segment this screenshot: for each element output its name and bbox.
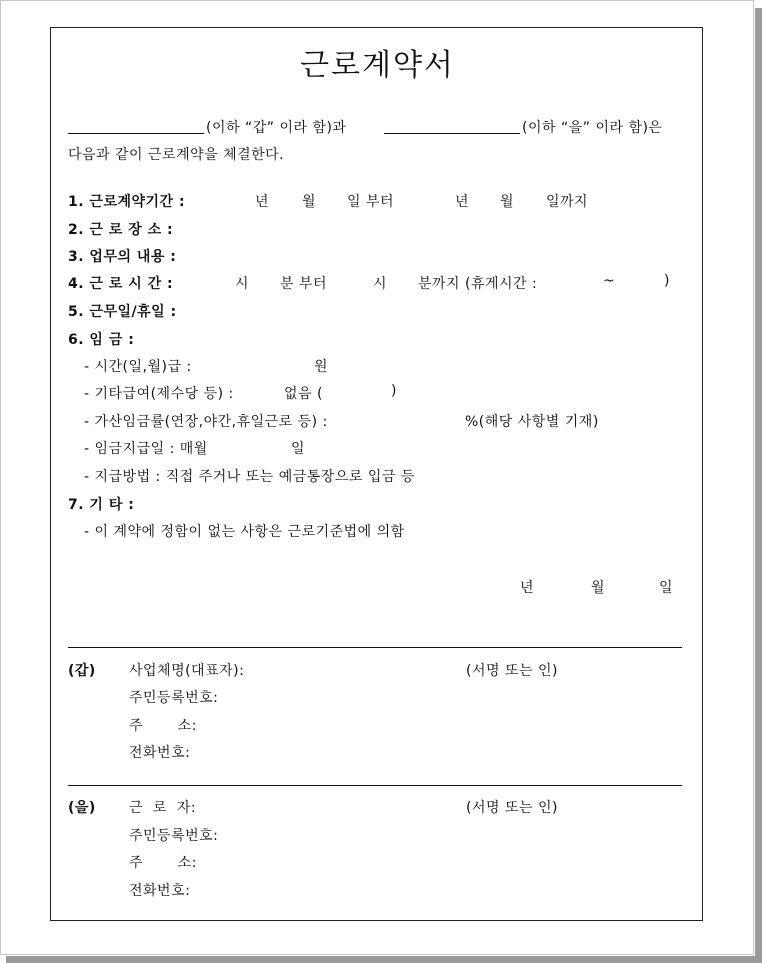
- wage-payday-unit: 일: [291, 441, 306, 457]
- hours-end-minute: 분까지 (휴게시간 :: [418, 276, 538, 292]
- employee-name-label: 근 로 자:: [129, 800, 197, 816]
- duties-label: 3. 업무의 내용 :: [68, 249, 177, 265]
- period-to-day: 일까지: [546, 194, 589, 210]
- wage-other-none: 없음 (: [284, 386, 323, 402]
- wage-label: 6. 임 금 :: [68, 332, 135, 348]
- employer-sign: (서명 또는 인): [466, 663, 558, 679]
- employee-addr-label: 주 소:: [129, 855, 197, 871]
- hours-end-hour: 시: [373, 276, 388, 292]
- employee-tag: (을): [68, 800, 96, 816]
- wage-premium-note: %(해당 사항별 기재): [465, 414, 599, 430]
- wage-hourly: - 시간(일,월)급 :: [84, 359, 192, 375]
- workdays-label: 5. 근무일/휴일 :: [68, 304, 177, 320]
- wage-premium: - 가산임금률(연장,야간,휴일근로 등) :: [84, 414, 328, 430]
- period-to-month: 월: [500, 194, 515, 210]
- wage-method: - 지급방법 : 직접 주거나 또는 예금통장으로 입금 등: [84, 469, 415, 485]
- employee-phone-label: 전화번호:: [129, 883, 191, 899]
- wage-other: - 기타급여(제수당 등) :: [84, 386, 234, 402]
- date-year: 년: [520, 580, 535, 596]
- period-from-day: 일 부터: [347, 194, 395, 210]
- employer-tag: (갑): [68, 663, 96, 679]
- hours-start-minute: 분 부터: [280, 276, 328, 292]
- workplace-label: 2. 근 로 장 소 :: [68, 222, 174, 238]
- etc-line: - 이 계약에 정함이 없는 사항은 근로기준법에 의함: [84, 524, 405, 540]
- party-a-blank: [68, 133, 204, 134]
- party-b-suffix: (이하 “을” 이라 함)은: [522, 120, 663, 136]
- employee-id-label: 주민등록번호:: [129, 828, 219, 844]
- intro-line-2: 다음과 같이 근로계약을 체결한다.: [68, 147, 285, 163]
- hours-label: 4. 근 로 시 간 :: [68, 276, 174, 292]
- employee-sign: (서명 또는 인): [466, 800, 558, 816]
- party-a-suffix: (이하 “갑” 이라 함)과: [206, 120, 347, 136]
- employer-phone-label: 전화번호:: [129, 745, 191, 761]
- page-shadow-right: [755, 8, 762, 963]
- period-label: 1. 근로계약기간 :: [68, 194, 186, 210]
- etc-label: 7. 기 타 :: [68, 497, 135, 513]
- hours-start-hour: 시: [235, 276, 250, 292]
- party-b-blank: [384, 133, 520, 134]
- wage-hourly-unit: 원: [314, 359, 329, 375]
- wage-other-close: ): [391, 383, 397, 399]
- period-from-year: 년: [255, 194, 270, 210]
- employer-addr-label: 주 소:: [129, 718, 197, 734]
- employee-divider: [68, 785, 682, 786]
- employer-name-label: 사업체명(대표자):: [129, 663, 245, 679]
- wage-payday: - 임금지급일 : 매월: [84, 441, 208, 457]
- date-day: 일: [659, 580, 674, 596]
- period-to-year: 년: [455, 194, 470, 210]
- break-tilde: ~: [603, 273, 616, 289]
- employer-id-label: 주민등록번호:: [129, 690, 219, 706]
- document-title: 근로계약서: [300, 48, 455, 83]
- break-close: ): [664, 273, 670, 289]
- period-from-month: 월: [302, 194, 317, 210]
- employer-divider: [68, 647, 682, 648]
- date-month: 월: [591, 580, 606, 596]
- page-shadow-bottom: [6, 956, 762, 963]
